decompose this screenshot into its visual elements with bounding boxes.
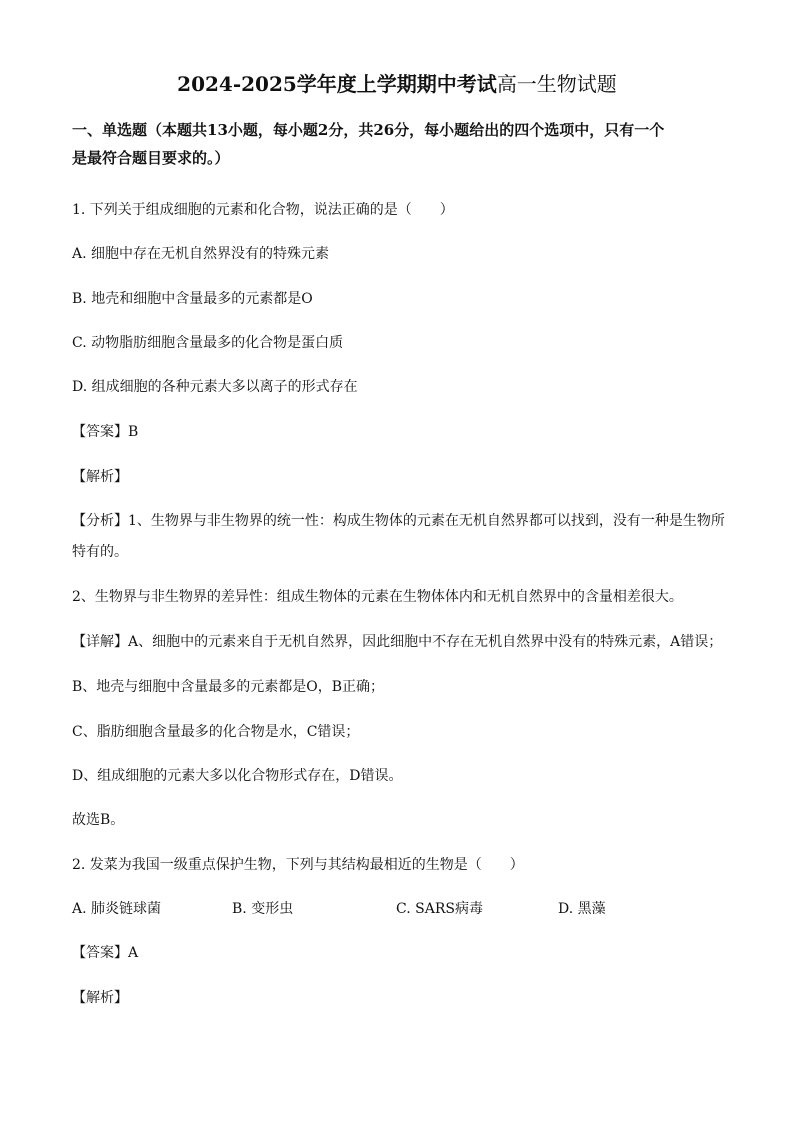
question-1-fenxi-line3: 2、生物界与非生物界的差异性：组成生物体的元素在生物体体内和无机自然界中的含量相差很大。 [72, 589, 683, 605]
question-2-option-c: C. SARS病毒 [396, 901, 483, 917]
question-1-xiangjie-line4: D、组成细胞的元素大多以化合物形式存在，D错误。 [72, 768, 403, 784]
question-1-fenxi-line1: 【分析】1、生物界与非生物界的统一性：构成生物体的元素在无机自然界都可以找到，没有一种是生物所 [72, 513, 725, 529]
question-2-option-b: B. 变形虫 [232, 901, 294, 917]
question-2-options [72, 898, 722, 918]
title-bold: 2024-2025学年度上学期期中考试 [177, 72, 497, 96]
title-normal: 高一生物试题 [496, 72, 617, 96]
question-1-conclusion: 故选B。 [72, 812, 125, 828]
question-1-xiangjie-line1: 【详解】A、细胞中的元素来自于无机自然界，因此细胞中不存在无机自然界中没有的特殊元素，A错误； [72, 634, 723, 650]
question-2-option-d: D. 黑藻 [558, 901, 606, 917]
question-2-stem: 2. 发菜为我国一级重点保护生物，下列与其结构最相近的生物是（ ） [72, 857, 524, 873]
question-1-xiangjie-line2: B、地壳与细胞中含量最多的元素都是O，B正确； [72, 679, 385, 695]
page-title [0, 68, 794, 97]
question-1-xiangjie-line3: C、脂肪细胞含量最多的化合物是水，C错误； [72, 724, 360, 740]
question-1-stem: 1. 下列关于组成细胞的元素和化合物，说法正确的是（ ） [72, 202, 454, 218]
question-1-option-a: A. 细胞中存在无机自然界没有的特殊元素 [72, 246, 330, 262]
question-2-analysis-label: 【解析】 [72, 990, 128, 1006]
question-1-option-c: C. 动物脂肪细胞含量最多的化合物是蛋白质 [72, 335, 344, 351]
question-1-answer: 【答案】B [72, 424, 139, 440]
section-heading [72, 116, 722, 172]
question-1-option-b: B. 地壳和细胞中含量最多的元素都是O [72, 291, 313, 307]
question-2-answer: 【答案】A [72, 945, 139, 961]
section-heading-line2: 是最符合题目要求的。） [72, 149, 230, 167]
question-1-analysis-label: 【解析】 [72, 469, 128, 485]
question-1-fenxi-line2: 特有的。 [72, 544, 128, 560]
question-1-option-d: D. 组成细胞的各种元素大多以离子的形式存在 [72, 379, 358, 395]
question-2-option-a: A. 肺炎链球菌 [72, 901, 162, 917]
section-heading-line1: 一、单选题（本题共13小题，每小题2分，共26分，每小题给出的四个选项中，只有一个 [72, 121, 665, 139]
